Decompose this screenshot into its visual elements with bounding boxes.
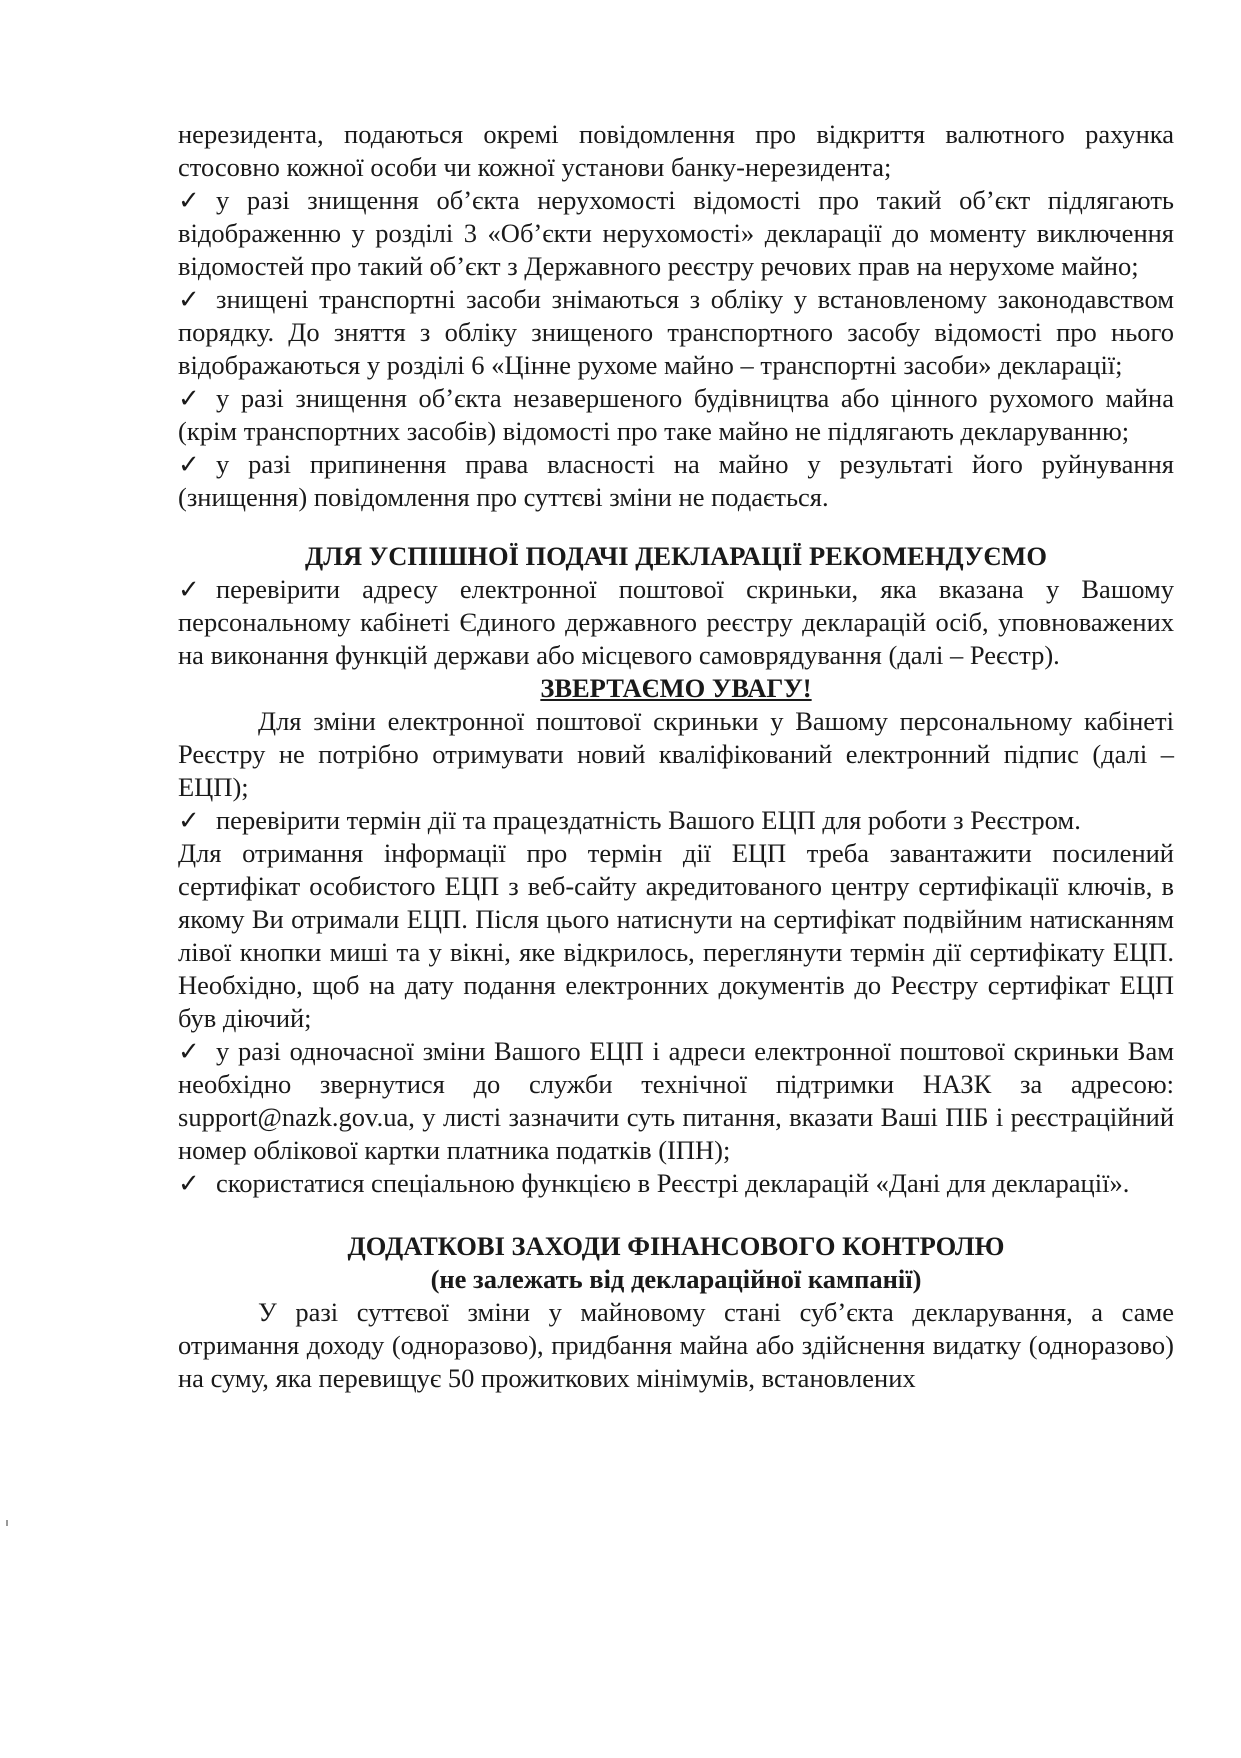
bullet-text: у разі знищення об’єкта незавершеного будівництва або цінного рухомого майна (крім транспортних засобів) відомості про таке майно не підлягають декларуванню;	[178, 383, 1174, 446]
section-heading-financial-control: ДОДАТКОВІ ЗАХОДИ ФІНАНСОВОГО КОНТРОЛЮ	[347, 1231, 1005, 1261]
bullet-ownership-termination	[178, 448, 1174, 514]
bullet-check-email	[178, 573, 1174, 672]
check-mark-icon: ✓	[178, 285, 200, 314]
check-mark-icon: ✓	[178, 450, 200, 479]
check-mark-icon: ✓	[178, 1169, 200, 1198]
check-mark-icon: ✓	[178, 806, 200, 835]
attention-heading: ЗВЕРТАЄМО УВАГУ!	[540, 673, 812, 703]
paragraph-nonresident: нерезидента, подаються окремі повідомлення про відкриття валютного рахунка стосовно кожної особи чи кожної установи банку-нерезидента;	[178, 119, 1174, 182]
bullet-check-signature	[178, 804, 1174, 837]
paragraph-signature-instructions: Для отримання інформації про термін дії ЕЦП треба завантажити посилений сертифікат особистого ЕЦП з веб-сайту акредитованого центру сертифікації ключів, в якому Ви отримали ЕЦП. Після цього натиснути на сертифікат подвійним натисканням лівої кнопки миші та у вікні, яке відкрилось, переглянути термін дії сертифікату ЕЦП. Необхідно, щоб на дату подання електронних документів до Реєстру сертифікат ЕЦП був діючий;	[178, 838, 1174, 1033]
check-mark-icon: ✓	[178, 186, 200, 215]
bullet-support-contact	[178, 1035, 1174, 1167]
section-subheading: (не залежать від декларацiйної кампанiї)	[430, 1264, 922, 1294]
bullet-text: знищені транспортні засоби знімаються з обліку у встановленому законодавством порядку. До зняття з обліку знищеного транспортного засобу відомості про нього відображаються у розділі 6 «Цінне рухоме майно – транспортні засоби» декларації;	[178, 284, 1174, 380]
check-mark-icon: ✓	[178, 384, 200, 413]
bullet-real-estate	[178, 184, 1174, 283]
bullet-data-for-declaration	[178, 1167, 1174, 1200]
bullet-vehicles	[178, 283, 1174, 382]
bullet-text: у разі припинення права власності на майно у результаті його руйнування (знищення) повідомлення про суттєві зміни не подається.	[178, 449, 1174, 512]
bullet-text: у разі знищення об’єкта нерухомості відомості про такий об’єкт підлягають відображенню у розділі 3 «Об’єкти нерухомості» декларації до моменту виключення відомостей про такий об’єкт з Державного реєстру речових прав на нерухоме майно;	[178, 185, 1174, 281]
bullet-text: скористатися спеціальною функцією в Реєстрі декларацій «Дані для декларації».	[216, 1168, 1130, 1198]
bullet-text: у разі одночасної зміни Вашого ЕЦП і адреси електронної поштової скриньки Вам необхідно звернутися до служби технічної підтримки НАЗК за адресою: support@nazk.gov.ua, у листі зазначити суть питання, вказати Ваші ПІБ і реєстраційний номер облікової картки платника податків (ІПН);	[178, 1036, 1174, 1165]
bullet-text: перевірити адресу електронної поштової скриньки, яка вказана у Вашому персональному кабінеті Єдиного державного реєстру декларацій осіб, уповноважених на виконання функцій держави або місцевого самоврядування (далі – Реєстр).	[178, 574, 1174, 670]
bullet-unfinished-construction	[178, 382, 1174, 448]
check-mark-icon: ✓	[178, 1037, 200, 1066]
paragraph-significant-change: У разі суттєвої зміни у майновому стані суб’єкта декларування, а саме отримання доходу (одноразово), придбання майна або здійснення видатку (одноразово) на суму, яка перевищує 50 прожиткових мінімумів, встановлених	[178, 1297, 1174, 1393]
paragraph-email-change-note: Для зміни електронної поштової скриньки у Вашому персональному кабінеті Реєстру не потрібно отримувати новий кваліфікований електронний підпис (далі – ЕЦП);	[178, 706, 1174, 802]
check-mark-icon: ✓	[178, 575, 200, 604]
bullet-text: перевірити термін дії та працездатність Вашого ЕЦП для роботи з Реєстром.	[216, 805, 1081, 835]
document-page	[178, 118, 1174, 1395]
scan-mark	[6, 1520, 8, 1526]
section-heading-recommendations: ДЛЯ УСПІШНОЇ ПОДАЧІ ДЕКЛАРАЦІЇ РЕКОМЕНДУЄМО	[305, 541, 1047, 571]
